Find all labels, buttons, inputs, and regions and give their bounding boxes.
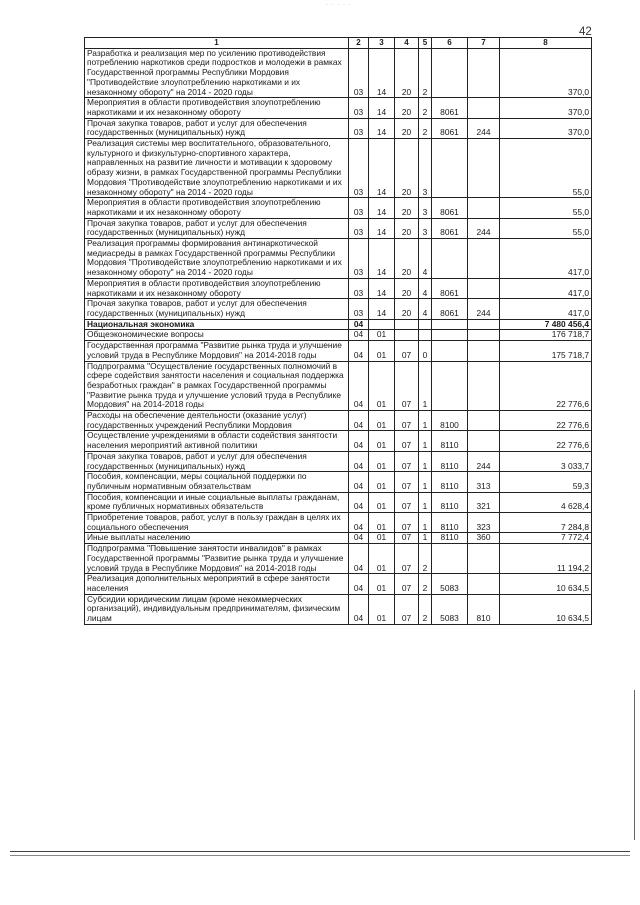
row-section-cell: 03 — [349, 98, 369, 118]
row-subprogram-cell: 1 — [419, 361, 432, 411]
row-expense-type-cell — [468, 139, 500, 198]
row-name-cell: Реализация дополнительных мероприятий в сфере занятости населения — [85, 574, 349, 594]
row-section-cell: 03 — [349, 299, 369, 319]
table-row — [85, 451, 592, 471]
row-program-cell — [395, 330, 419, 341]
row-program-cell: 20 — [395, 239, 419, 279]
row-target-cell: 8100 — [432, 411, 468, 431]
header-cell-7: 7 — [468, 38, 500, 49]
row-subprogram-cell: 2 — [419, 544, 432, 574]
row-expense-type-cell — [468, 361, 500, 411]
row-expense-type-cell — [468, 278, 500, 298]
row-section-cell: 03 — [349, 48, 369, 98]
row-name-cell: Разработка и реализация мер по усилению противодействия потреблению наркотиков среди подростков и молодежи в рамках Государственной программы Республики Мордовия "Противодействие злоупотреблению наркотиками и их незаконному обороту" на 2014 - 2020 годы — [85, 48, 349, 98]
row-amount-cell: 55,0 — [500, 218, 592, 238]
table-row — [85, 544, 592, 574]
row-expense-type-cell — [468, 48, 500, 98]
row-expense-type-cell: 244 — [468, 299, 500, 319]
row-section-cell: 03 — [349, 239, 369, 279]
footer-divider-secondary — [10, 855, 630, 856]
row-subsection-cell: 01 — [369, 330, 395, 341]
row-target-cell: 8061 — [432, 278, 468, 298]
row-subprogram-cell: 1 — [419, 411, 432, 431]
table-row — [85, 118, 592, 138]
row-section-cell: 04 — [349, 533, 369, 544]
budget-table — [84, 37, 592, 625]
row-amount-cell: 370,0 — [500, 118, 592, 138]
row-subprogram-cell — [419, 319, 432, 330]
row-subsection-cell — [369, 319, 395, 330]
row-section-cell: 04 — [349, 492, 369, 512]
row-subprogram-cell: 2 — [419, 118, 432, 138]
row-program-cell: 20 — [395, 48, 419, 98]
row-expense-type-cell: 244 — [468, 218, 500, 238]
row-program-cell: 07 — [395, 472, 419, 492]
row-expense-type-cell: 360 — [468, 533, 500, 544]
row-subprogram-cell: 1 — [419, 492, 432, 512]
table-row — [85, 299, 592, 319]
row-target-cell: 8110 — [432, 492, 468, 512]
table-row — [85, 98, 592, 118]
row-section-cell: 04 — [349, 451, 369, 471]
row-section-cell: 03 — [349, 139, 369, 198]
row-program-cell: 07 — [395, 431, 419, 451]
row-name-cell: Расходы на обеспечение деятельности (оказание услуг) государственных учреждений Республики Мордовия — [85, 411, 349, 431]
row-expense-type-cell: 244 — [468, 451, 500, 471]
table-row — [85, 218, 592, 238]
row-subsection-cell: 14 — [369, 239, 395, 279]
row-subsection-cell: 01 — [369, 594, 395, 624]
row-amount-cell: 417,0 — [500, 278, 592, 298]
table-row — [85, 594, 592, 624]
row-subprogram-cell: 3 — [419, 218, 432, 238]
row-expense-type-cell — [468, 431, 500, 451]
row-program-cell: 07 — [395, 411, 419, 431]
row-subprogram-cell: 1 — [419, 533, 432, 544]
row-expense-type-cell: 313 — [468, 472, 500, 492]
table-row — [85, 198, 592, 218]
row-amount-cell: 3 033,7 — [500, 451, 592, 471]
row-program-cell: 07 — [395, 513, 419, 533]
row-expense-type-cell — [468, 98, 500, 118]
row-name-cell: Реализация системы мер воспитательного, образовательного, культурного и физкультурно-спортивного характера, направленных на развитие личности и мотивации к здоровому образу жизни, в рамках Государственной программы Республики Мордовия "Противодействие злоупотреблению наркотиками и их незаконному обороту" на 2014 - 2020 годы — [85, 139, 349, 198]
row-section-cell: 04 — [349, 574, 369, 594]
row-section-cell: 04 — [349, 472, 369, 492]
row-section-cell: 04 — [349, 431, 369, 451]
row-program-cell: 20 — [395, 139, 419, 198]
row-name-cell: Прочая закупка товаров, работ и услуг для обеспечения государственных (муниципальных) нужд — [85, 218, 349, 238]
row-section-cell: 03 — [349, 218, 369, 238]
row-subsection-cell: 01 — [369, 472, 395, 492]
row-program-cell: 20 — [395, 299, 419, 319]
row-expense-type-cell: 323 — [468, 513, 500, 533]
row-target-cell: 8110 — [432, 431, 468, 451]
table-row — [85, 492, 592, 512]
row-program-cell — [395, 319, 419, 330]
row-amount-cell: 22 776,6 — [500, 431, 592, 451]
row-name-cell: Подпрограмма "Повышение занятости инвалидов" в рамках Государственной программы "Развитие рынка труда и улучшение условий труда в Республике Мордовия" на 2014-2018 годы — [85, 544, 349, 574]
row-program-cell: 07 — [395, 341, 419, 361]
row-program-cell: 07 — [395, 533, 419, 544]
row-amount-cell: 370,0 — [500, 98, 592, 118]
row-amount-cell: 10 634,5 — [500, 574, 592, 594]
row-section-cell: 04 — [349, 594, 369, 624]
row-program-cell: 20 — [395, 278, 419, 298]
scan-edge-line — [634, 690, 635, 840]
row-target-cell: 8110 — [432, 513, 468, 533]
row-subsection-cell: 14 — [369, 299, 395, 319]
row-subsection-cell: 14 — [369, 98, 395, 118]
row-amount-cell: 176 718,7 — [500, 330, 592, 341]
row-target-cell — [432, 341, 468, 361]
row-subprogram-cell: 3 — [419, 198, 432, 218]
row-subprogram-cell — [419, 330, 432, 341]
row-subsection-cell: 01 — [369, 411, 395, 431]
row-target-cell: 8061 — [432, 299, 468, 319]
row-name-cell: Мероприятия в области противодействия злоупотреблению наркотиками и их незаконному обороту — [85, 278, 349, 298]
row-expense-type-cell — [468, 341, 500, 361]
row-section-cell: 03 — [349, 198, 369, 218]
row-amount-cell: 4 628,4 — [500, 492, 592, 512]
row-section-cell: 04 — [349, 513, 369, 533]
row-program-cell: 07 — [395, 544, 419, 574]
row-expense-type-cell — [468, 574, 500, 594]
row-name-cell: Осуществление учреждениями в области содействия занятости населения мероприятий активной политики — [85, 431, 349, 451]
table-row — [85, 330, 592, 341]
row-amount-cell: 417,0 — [500, 299, 592, 319]
row-subsection-cell: 14 — [369, 278, 395, 298]
row-amount-cell: 7 480 456,4 — [500, 319, 592, 330]
table-row — [85, 278, 592, 298]
row-subsection-cell: 01 — [369, 361, 395, 411]
row-target-cell: 8061 — [432, 198, 468, 218]
row-name-cell: Государственная программа "Развитие рынка труда и улучшение условий труда в Республике Мордовия" на 2014-2018 годы — [85, 341, 349, 361]
row-target-cell: 8061 — [432, 218, 468, 238]
row-name-cell: Приобретение товаров, работ, услуг в пользу граждан в целях их социального обеспечения — [85, 513, 349, 533]
header-cell-4: 4 — [395, 38, 419, 49]
table-row — [85, 239, 592, 279]
row-amount-cell: 22 776,6 — [500, 361, 592, 411]
row-subsection-cell: 01 — [369, 533, 395, 544]
row-amount-cell: 59,3 — [500, 472, 592, 492]
table-row — [85, 513, 592, 533]
row-section-cell: 04 — [349, 330, 369, 341]
row-program-cell: 20 — [395, 98, 419, 118]
row-name-cell: Пособия, компенсации и иные социальные выплаты гражданам, кроме публичных нормативных обязательств — [85, 492, 349, 512]
row-subprogram-cell: 3 — [419, 139, 432, 198]
row-program-cell: 07 — [395, 451, 419, 471]
footer-divider — [10, 851, 630, 852]
row-subsection-cell: 14 — [369, 218, 395, 238]
table-row — [85, 574, 592, 594]
row-subsection-cell: 01 — [369, 544, 395, 574]
table-row — [85, 472, 592, 492]
row-expense-type-cell — [468, 330, 500, 341]
header-cell-8: 8 — [500, 38, 592, 49]
table-header-row — [85, 38, 592, 49]
row-subsection-cell: 14 — [369, 139, 395, 198]
row-amount-cell: 7 772,4 — [500, 533, 592, 544]
row-expense-type-cell — [468, 544, 500, 574]
row-subsection-cell: 01 — [369, 341, 395, 361]
table-row — [85, 533, 592, 544]
row-section-cell: 03 — [349, 278, 369, 298]
row-section-cell: 03 — [349, 118, 369, 138]
table-row — [85, 319, 592, 330]
row-amount-cell: 22 776,6 — [500, 411, 592, 431]
row-target-cell — [432, 361, 468, 411]
row-subsection-cell: 01 — [369, 451, 395, 471]
row-target-cell — [432, 544, 468, 574]
row-amount-cell: 10 634,5 — [500, 594, 592, 624]
row-expense-type-cell: 321 — [468, 492, 500, 512]
row-section-cell: 04 — [349, 361, 369, 411]
row-expense-type-cell: 810 — [468, 594, 500, 624]
row-name-cell: Подпрограмма "Осуществление государственных полномочий в сфере содействия занятости населения и социальная поддержка безработных граждан" в рамках Государственной программы "Развитие рынка труда и улучшение условий труда в Республике Мордовия" на 2014-2018 годы — [85, 361, 349, 411]
row-name-cell: Субсидии юридическим лицам (кроме некоммерческих организаций), индивидуальным предпринимателям, физическим лицам — [85, 594, 349, 624]
row-expense-type-cell — [468, 319, 500, 330]
row-amount-cell: 55,0 — [500, 139, 592, 198]
header-cell-3: 3 — [369, 38, 395, 49]
row-subprogram-cell: 2 — [419, 594, 432, 624]
row-name-cell: Пособия, компенсации, меры социальной поддержки по публичным нормативным обязательствам — [85, 472, 349, 492]
row-subprogram-cell: 2 — [419, 574, 432, 594]
row-expense-type-cell — [468, 198, 500, 218]
table-row — [85, 431, 592, 451]
row-subprogram-cell: 1 — [419, 431, 432, 451]
header-cell-5: 5 — [419, 38, 432, 49]
row-subsection-cell: 14 — [369, 118, 395, 138]
row-expense-type-cell — [468, 239, 500, 279]
row-subprogram-cell: 0 — [419, 341, 432, 361]
row-name-cell: Национальная экономика — [85, 319, 349, 330]
row-section-cell: 04 — [349, 341, 369, 361]
row-name-cell: Иные выплаты населению — [85, 533, 349, 544]
row-subsection-cell: 14 — [369, 48, 395, 98]
row-program-cell: 20 — [395, 118, 419, 138]
row-program-cell: 20 — [395, 218, 419, 238]
row-target-cell — [432, 239, 468, 279]
row-name-cell: Прочая закупка товаров, работ и услуг для обеспечения государственных (муниципальных) нужд — [85, 451, 349, 471]
row-program-cell: 07 — [395, 492, 419, 512]
row-program-cell: 07 — [395, 594, 419, 624]
row-amount-cell: 7 284,8 — [500, 513, 592, 533]
row-name-cell: Мероприятия в области противодействия злоупотреблению наркотиками и их незаконному обороту — [85, 98, 349, 118]
row-subprogram-cell: 4 — [419, 278, 432, 298]
header-cell-2: 2 — [349, 38, 369, 49]
row-target-cell — [432, 319, 468, 330]
row-subprogram-cell: 1 — [419, 513, 432, 533]
row-program-cell: 07 — [395, 361, 419, 411]
row-subsection-cell: 01 — [369, 431, 395, 451]
row-name-cell: Общеэкономические вопросы — [85, 330, 349, 341]
row-amount-cell: 417,0 — [500, 239, 592, 279]
row-section-cell: 04 — [349, 411, 369, 431]
table-row — [85, 361, 592, 411]
row-subprogram-cell: 4 — [419, 299, 432, 319]
row-target-cell: 8061 — [432, 98, 468, 118]
row-amount-cell: 55,0 — [500, 198, 592, 218]
row-section-cell: 04 — [349, 544, 369, 574]
table-row — [85, 411, 592, 431]
row-name-cell: Прочая закупка товаров, работ и услуг для обеспечения государственных (муниципальных) нужд — [85, 118, 349, 138]
row-target-cell: 8110 — [432, 451, 468, 471]
row-subprogram-cell: 2 — [419, 98, 432, 118]
table-row — [85, 341, 592, 361]
table-row — [85, 48, 592, 98]
row-subprogram-cell: 4 — [419, 239, 432, 279]
header-cell-1: 1 — [85, 38, 349, 49]
row-amount-cell: 370,0 — [500, 48, 592, 98]
row-program-cell: 07 — [395, 574, 419, 594]
page-top-mark: · · · · · — [326, 2, 352, 8]
table-body — [85, 48, 592, 624]
row-subsection-cell: 01 — [369, 492, 395, 512]
row-expense-type-cell: 244 — [468, 118, 500, 138]
row-name-cell: Мероприятия в области противодействия злоупотреблению наркотиками и их незаконному обороту — [85, 198, 349, 218]
row-target-cell — [432, 330, 468, 341]
row-section-cell: 04 — [349, 319, 369, 330]
row-subsection-cell: 01 — [369, 574, 395, 594]
row-subprogram-cell: 1 — [419, 451, 432, 471]
row-target-cell: 8110 — [432, 533, 468, 544]
row-target-cell — [432, 139, 468, 198]
row-target-cell — [432, 48, 468, 98]
row-expense-type-cell — [468, 411, 500, 431]
row-target-cell: 8061 — [432, 118, 468, 138]
row-amount-cell: 175 718,7 — [500, 341, 592, 361]
row-subsection-cell: 14 — [369, 198, 395, 218]
row-amount-cell: 11 194,2 — [500, 544, 592, 574]
page-number: 42 — [579, 26, 592, 38]
table-row — [85, 139, 592, 198]
row-subprogram-cell: 1 — [419, 472, 432, 492]
row-name-cell: Прочая закупка товаров, работ и услуг для обеспечения государственных (муниципальных) нужд — [85, 299, 349, 319]
row-subsection-cell: 01 — [369, 513, 395, 533]
header-cell-6: 6 — [432, 38, 468, 49]
row-target-cell: 5083 — [432, 594, 468, 624]
row-target-cell: 8110 — [432, 472, 468, 492]
row-name-cell: Реализация программы формирования антинаркотической медиасреды в рамках Государственной программы Республики Мордовия "Противодействие злоупотреблению наркотиками и их незаконному обороту" на 2014 - 2020 годы — [85, 239, 349, 279]
row-target-cell: 5083 — [432, 574, 468, 594]
row-program-cell: 20 — [395, 198, 419, 218]
row-subprogram-cell: 2 — [419, 48, 432, 98]
